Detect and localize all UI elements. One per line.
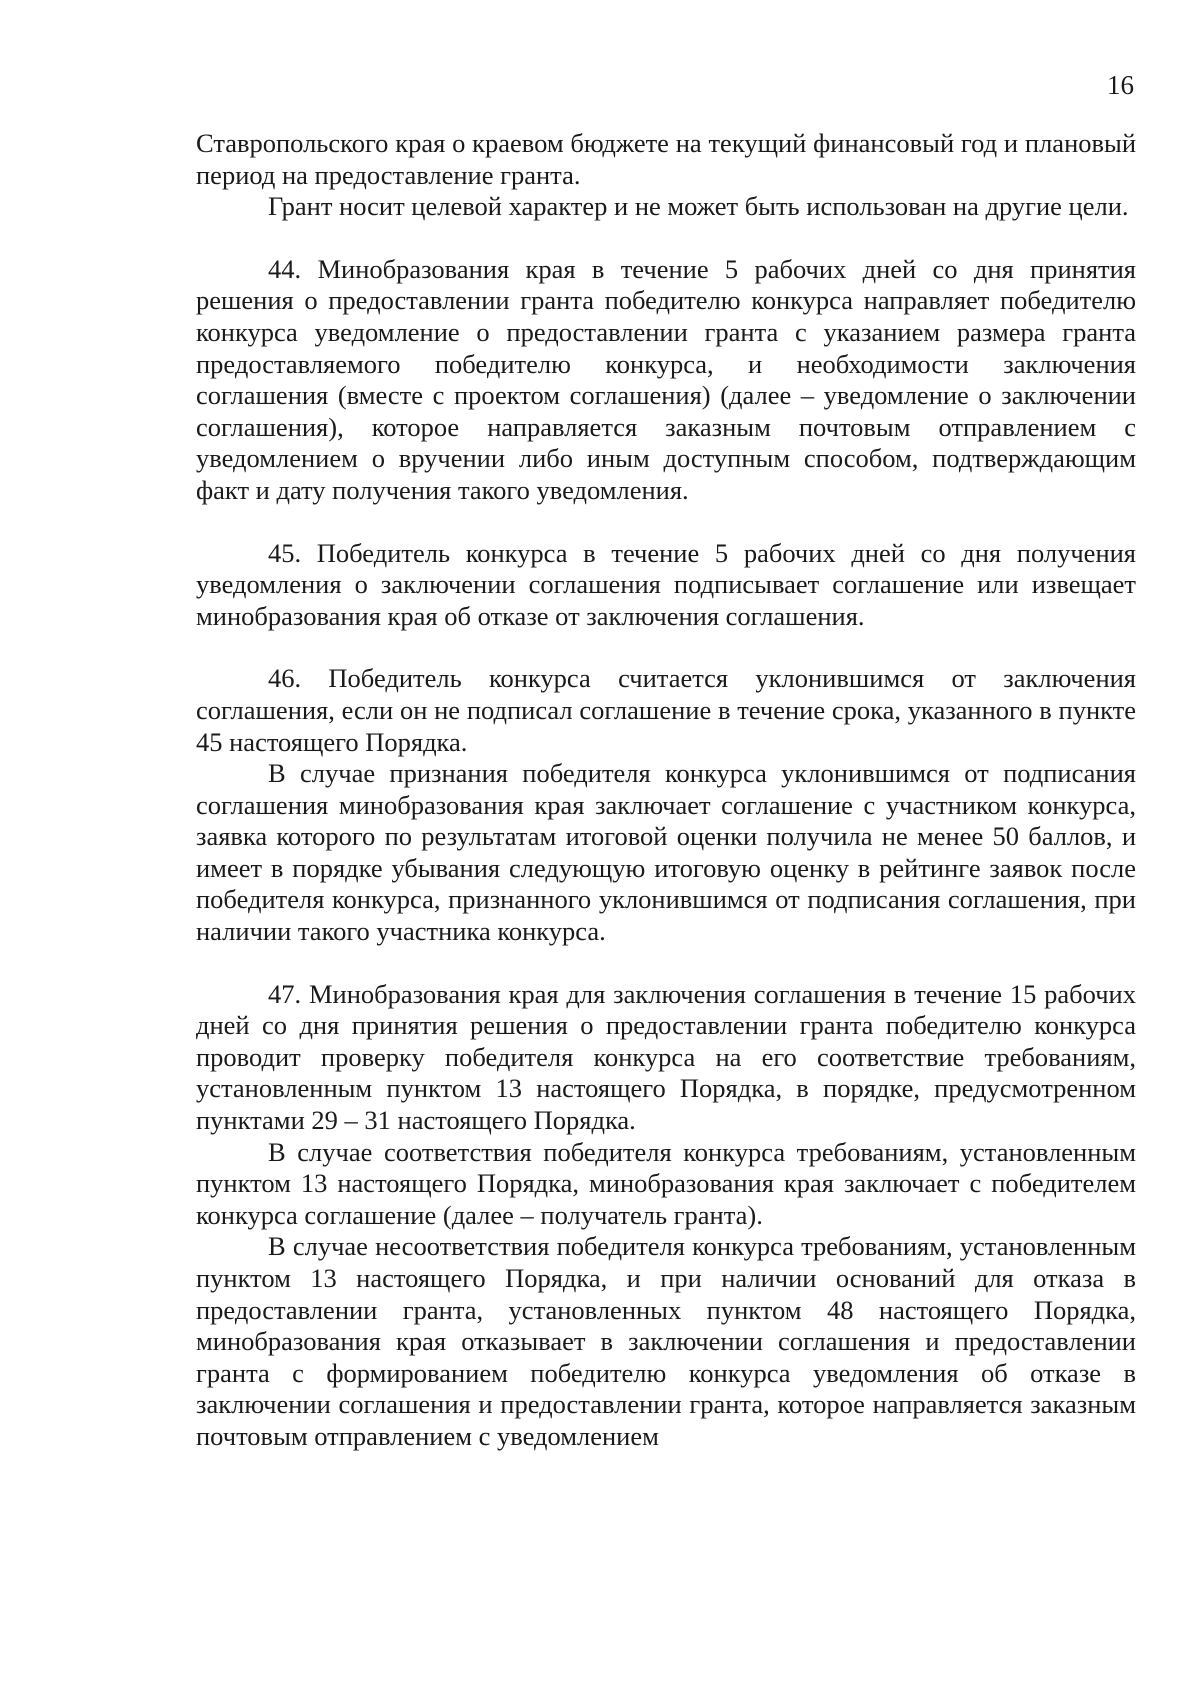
paragraph-item-46-evasion: В случае признания победителя конкурса уклонившимся от подписания соглашения минобразования края заключает соглашение с участником конкурса, заявка которого по результатам итоговой оценки получила не менее 50 баллов, и имеет в порядке убывания следующую итоговую оценку в рейтинге заявок после победителя конкурса, признанного уклонившимся от подписания соглашения, при наличии такого участника конкурса.: [196, 758, 1136, 947]
paragraph-item-47-compliance: В случае соответствия победителя конкурса требованиям, установленным пунктом 13 настоящего Порядка, минобразования края заключает с победителем конкурса соглашение (далее – получатель гранта).: [196, 1136, 1136, 1230]
paragraph-item-47-noncompliance: В случае несоответствия победителя конкурса требованиям, установленным пунктом 13 настоящего Порядка, и при наличии оснований для отказа в предоставлении гранта, установленных пунктом 48 настоящего Порядка, минобразования края отказывает в заключении соглашения и предоставлении гранта с формированием победителю конкурса уведомления об отказе в заключении соглашения и предоставлении гранта, которое направляется заказным почтовым отправлением с уведомлением: [196, 1231, 1136, 1451]
paragraph-item-45: 45. Победитель конкурса в течение 5 рабочих дней со дня получения уведомления о заключении соглашения подписывает соглашение или извещает минобразования края об отказе от заключения соглашения.: [196, 537, 1136, 631]
document-body: [196, 128, 1136, 1453]
paragraph-continuation: Ставропольского края о краевом бюджете на текущий финансовый год и плановый период на предоставление гранта.: [196, 128, 1136, 190]
paragraph-item-44: 44. Минобразования края в течение 5 рабочих дней со дня принятия решения о предоставлении гранта победителю конкурса направляет победителю конкурса уведомление о предоставлении гранта с указанием размера гранта предоставляемого победителю конкурса, и необходимости заключения соглашения (вместе с проектом соглашения) (далее – уведомление о заключении соглашения), которое направляется заказным почтовым отправлением с уведомлением о вручении либо иным доступным способом, подтверждающим факт и дату получения такого уведомления.: [196, 253, 1136, 505]
page-number: 16: [1107, 70, 1134, 100]
paragraph-item-47: 47. Минобразования края для заключения соглашения в течение 15 рабочих дней со дня принятия решения о предоставлении гранта победителю конкурса проводит проверку победителя конкурса на его соответствие требованиям, установленным пунктом 13 настоящего Порядка, в порядке, предусмотренном пунктами 29 – 31 настоящего Порядка.: [196, 978, 1136, 1136]
paragraph-item-46: 46. Победитель конкурса считается уклонившимся от заключения соглашения, если он не подписал соглашение в течение срока, указанного в пункте 45 настоящего Порядка.: [196, 663, 1136, 757]
paragraph-grant-purpose: Грант носит целевой характер и не может быть использован на другие цели.: [268, 191, 1129, 222]
